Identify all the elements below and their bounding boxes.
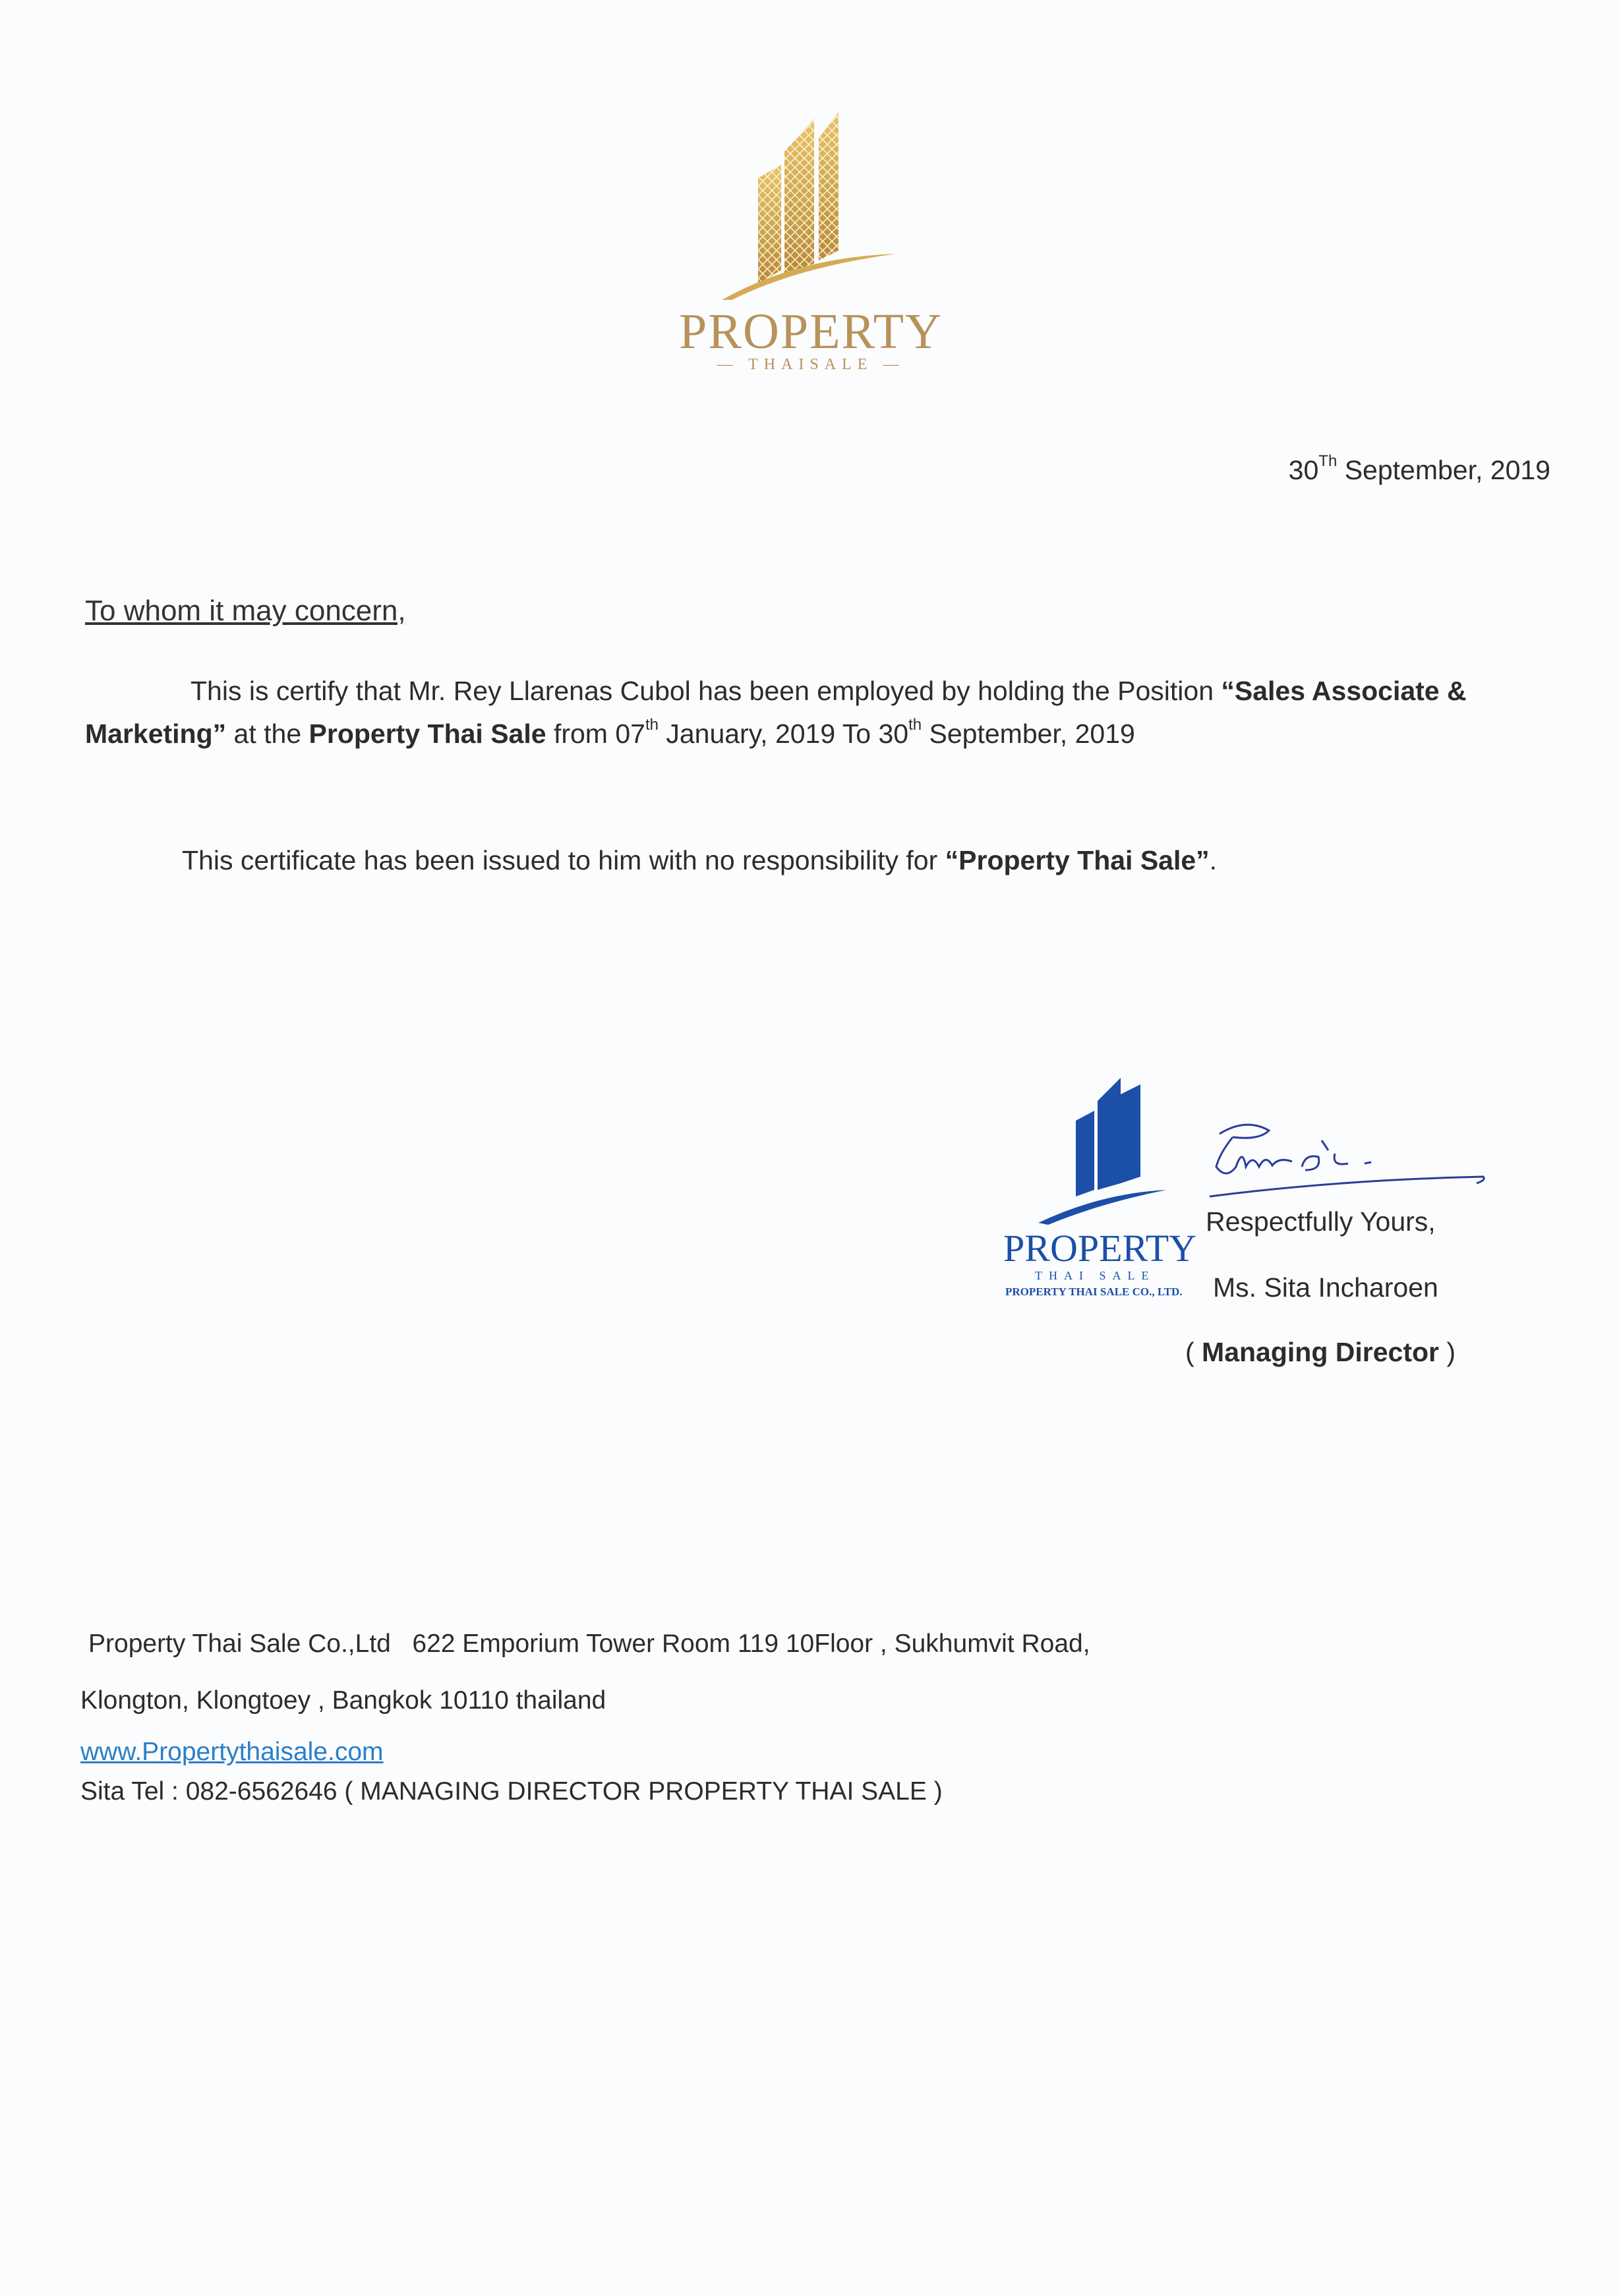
footer-address-line-2: Klongton, Klongtoey , Bangkok 10110 thailand (80, 1686, 606, 1715)
paragraph-1-line-2 (85, 716, 1135, 750)
p1-sup: th (645, 716, 659, 734)
handwritten-signature (1206, 1114, 1490, 1206)
footer-address-line-1 (88, 1630, 1090, 1659)
p1-text: September, 2019 (922, 719, 1135, 749)
logo-tagline-text: THAISALE (748, 356, 873, 373)
stamp-title: PROPERTY (1003, 1227, 1197, 1270)
logo-tagline: — THAISALE — (717, 356, 905, 373)
p1-position: “Sales Associate & (1221, 676, 1467, 706)
p1-text: January, 2019 To 30 (658, 719, 909, 749)
footer-address: 622 Emporium Tower Room 119 10Floor , Sukhumvit Road, (412, 1630, 1090, 1658)
p1-text: at the (226, 719, 309, 749)
date-day: 30 (1288, 455, 1319, 485)
p1-sup: th (908, 716, 922, 734)
p1-company: Property Thai Sale (309, 719, 546, 749)
paragraph-1-line-1 (191, 676, 1467, 707)
paragraph-2 (182, 845, 1217, 876)
p2-end: . (1209, 845, 1218, 875)
p1-position-cont: Marketing” (85, 719, 227, 749)
closing-salutation: Respectfully Yours, (1206, 1206, 1436, 1237)
p1-text: from 07 (546, 719, 645, 749)
letter-date (1288, 452, 1550, 486)
role-close: ) (1438, 1337, 1456, 1367)
greeting: To whom it may concern, (85, 595, 406, 627)
stamp-company: PROPERTY THAI SALE CO., LTD. (1005, 1285, 1183, 1298)
p1-text: This is certify that Mr. Rey Llarenas Cubol has been employed by holding the Position (191, 676, 1222, 706)
date-rest: September, 2019 (1344, 455, 1550, 485)
signer-role (1185, 1337, 1456, 1368)
stamp-subtitle: THAI SALE (1035, 1269, 1156, 1282)
footer-company: Property Thai Sale Co.,Ltd (88, 1630, 391, 1658)
p2-company: “Property Thai Sale” (945, 845, 1210, 875)
footer-telephone: Sita Tel : 082-6562646 ( MANAGING DIRECTOR PROPERTY THAI SALE ) (80, 1777, 943, 1806)
date-suffix: Th (1318, 452, 1338, 470)
footer-website-link[interactable]: www.Propertythaisale.com (80, 1738, 384, 1766)
role-open: ( (1185, 1337, 1202, 1367)
signer-name: Ms. Sita Incharoen (1213, 1272, 1438, 1303)
role-title: Managing Director (1202, 1337, 1439, 1367)
p2-text: This certificate has been issued to him with no responsibility for (182, 845, 945, 875)
logo-brand-text: PROPERTY (679, 304, 943, 359)
